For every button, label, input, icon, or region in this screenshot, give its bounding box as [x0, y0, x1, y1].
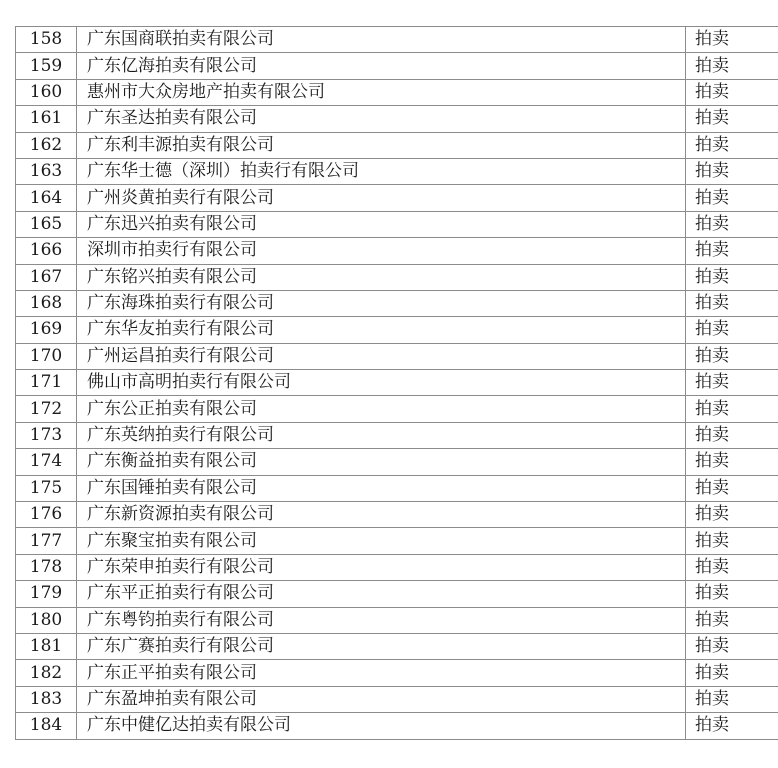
category-cell: 拍卖: [686, 79, 778, 105]
table-row: [16, 502, 778, 528]
company-name-cell: 广东粤钧拍卖行有限公司: [77, 607, 686, 633]
company-name-cell: 广东海珠拍卖行有限公司: [77, 290, 686, 316]
company-name-cell: 深圳市拍卖行有限公司: [77, 238, 686, 264]
table-row: [16, 370, 778, 396]
row-number-cell: 181: [16, 633, 77, 659]
category-cell: 拍卖: [686, 581, 778, 607]
row-number-cell: 161: [16, 106, 77, 132]
company-table: [15, 26, 778, 740]
table-row: [16, 264, 778, 290]
company-name-cell: 广东荣申拍卖行有限公司: [77, 554, 686, 580]
row-number-cell: 167: [16, 264, 77, 290]
company-name-cell: 广东广赛拍卖行有限公司: [77, 633, 686, 659]
table-row: [16, 343, 778, 369]
category-cell: 拍卖: [686, 238, 778, 264]
row-number-cell: 175: [16, 475, 77, 501]
table-row: [16, 633, 778, 659]
row-number-cell: 182: [16, 660, 77, 686]
row-number-cell: 176: [16, 502, 77, 528]
table-row: [16, 396, 778, 422]
row-number-cell: 163: [16, 158, 77, 184]
category-cell: 拍卖: [686, 185, 778, 211]
row-number-cell: 165: [16, 211, 77, 237]
category-cell: 拍卖: [686, 132, 778, 158]
row-number-cell: 184: [16, 713, 77, 739]
table-row: [16, 607, 778, 633]
category-cell: 拍卖: [686, 502, 778, 528]
table-row: [16, 158, 778, 184]
category-cell: 拍卖: [686, 422, 778, 448]
row-number-cell: 170: [16, 343, 77, 369]
company-name-cell: 广东盈坤拍卖有限公司: [77, 686, 686, 712]
table-row: [16, 53, 778, 79]
category-cell: 拍卖: [686, 343, 778, 369]
table-row: [16, 185, 778, 211]
table-body: [16, 27, 778, 740]
table-row: [16, 211, 778, 237]
category-cell: 拍卖: [686, 607, 778, 633]
table-row: [16, 554, 778, 580]
category-cell: 拍卖: [686, 554, 778, 580]
company-name-cell: 广东公正拍卖有限公司: [77, 396, 686, 422]
category-cell: 拍卖: [686, 633, 778, 659]
category-cell: 拍卖: [686, 475, 778, 501]
table-row: [16, 290, 778, 316]
table-row: [16, 317, 778, 343]
table-row: [16, 27, 778, 53]
category-cell: 拍卖: [686, 449, 778, 475]
table-row: [16, 713, 778, 739]
category-cell: 拍卖: [686, 211, 778, 237]
company-name-cell: 广州炎黄拍卖行有限公司: [77, 185, 686, 211]
table-row: [16, 686, 778, 712]
row-number-cell: 168: [16, 290, 77, 316]
company-name-cell: 广东衡益拍卖有限公司: [77, 449, 686, 475]
company-name-cell: 广东迅兴拍卖有限公司: [77, 211, 686, 237]
row-number-cell: 172: [16, 396, 77, 422]
row-number-cell: 177: [16, 528, 77, 554]
row-number-cell: 158: [16, 27, 77, 53]
company-name-cell: 广东铭兴拍卖有限公司: [77, 264, 686, 290]
category-cell: 拍卖: [686, 528, 778, 554]
company-name-cell: 广东平正拍卖行有限公司: [77, 581, 686, 607]
row-number-cell: 179: [16, 581, 77, 607]
table-row: [16, 528, 778, 554]
table-row: [16, 475, 778, 501]
row-number-cell: 164: [16, 185, 77, 211]
row-number-cell: 174: [16, 449, 77, 475]
category-cell: 拍卖: [686, 290, 778, 316]
category-cell: 拍卖: [686, 713, 778, 739]
table-row: [16, 660, 778, 686]
company-name-cell: 佛山市高明拍卖行有限公司: [77, 370, 686, 396]
company-name-cell: 广东中健亿达拍卖有限公司: [77, 713, 686, 739]
category-cell: 拍卖: [686, 370, 778, 396]
category-cell: 拍卖: [686, 396, 778, 422]
table-row: [16, 449, 778, 475]
row-number-cell: 159: [16, 53, 77, 79]
row-number-cell: 180: [16, 607, 77, 633]
table-row: [16, 106, 778, 132]
category-cell: 拍卖: [686, 264, 778, 290]
company-name-cell: 广东正平拍卖有限公司: [77, 660, 686, 686]
table-row: [16, 238, 778, 264]
table-row: [16, 581, 778, 607]
table-row: [16, 422, 778, 448]
company-name-cell: 广东国锤拍卖有限公司: [77, 475, 686, 501]
table-row: [16, 79, 778, 105]
row-number-cell: 160: [16, 79, 77, 105]
company-name-cell: 广东亿海拍卖有限公司: [77, 53, 686, 79]
category-cell: 拍卖: [686, 660, 778, 686]
company-name-cell: 广州运昌拍卖行有限公司: [77, 343, 686, 369]
row-number-cell: 183: [16, 686, 77, 712]
company-name-cell: 广东英纳拍卖行有限公司: [77, 422, 686, 448]
category-cell: 拍卖: [686, 686, 778, 712]
row-number-cell: 169: [16, 317, 77, 343]
row-number-cell: 162: [16, 132, 77, 158]
row-number-cell: 173: [16, 422, 77, 448]
table-row: [16, 132, 778, 158]
row-number-cell: 166: [16, 238, 77, 264]
row-number-cell: 178: [16, 554, 77, 580]
row-number-cell: 171: [16, 370, 77, 396]
category-cell: 拍卖: [686, 27, 778, 53]
company-name-cell: 广东圣达拍卖有限公司: [77, 106, 686, 132]
category-cell: 拍卖: [686, 53, 778, 79]
company-name-cell: 广东华士德（深圳）拍卖行有限公司: [77, 158, 686, 184]
category-cell: 拍卖: [686, 317, 778, 343]
category-cell: 拍卖: [686, 158, 778, 184]
company-name-cell: 广东利丰源拍卖有限公司: [77, 132, 686, 158]
company-name-cell: 广东聚宝拍卖有限公司: [77, 528, 686, 554]
company-name-cell: 惠州市大众房地产拍卖有限公司: [77, 79, 686, 105]
company-name-cell: 广东华友拍卖行有限公司: [77, 317, 686, 343]
company-name-cell: 广东国商联拍卖有限公司: [77, 27, 686, 53]
company-name-cell: 广东新资源拍卖有限公司: [77, 502, 686, 528]
category-cell: 拍卖: [686, 106, 778, 132]
